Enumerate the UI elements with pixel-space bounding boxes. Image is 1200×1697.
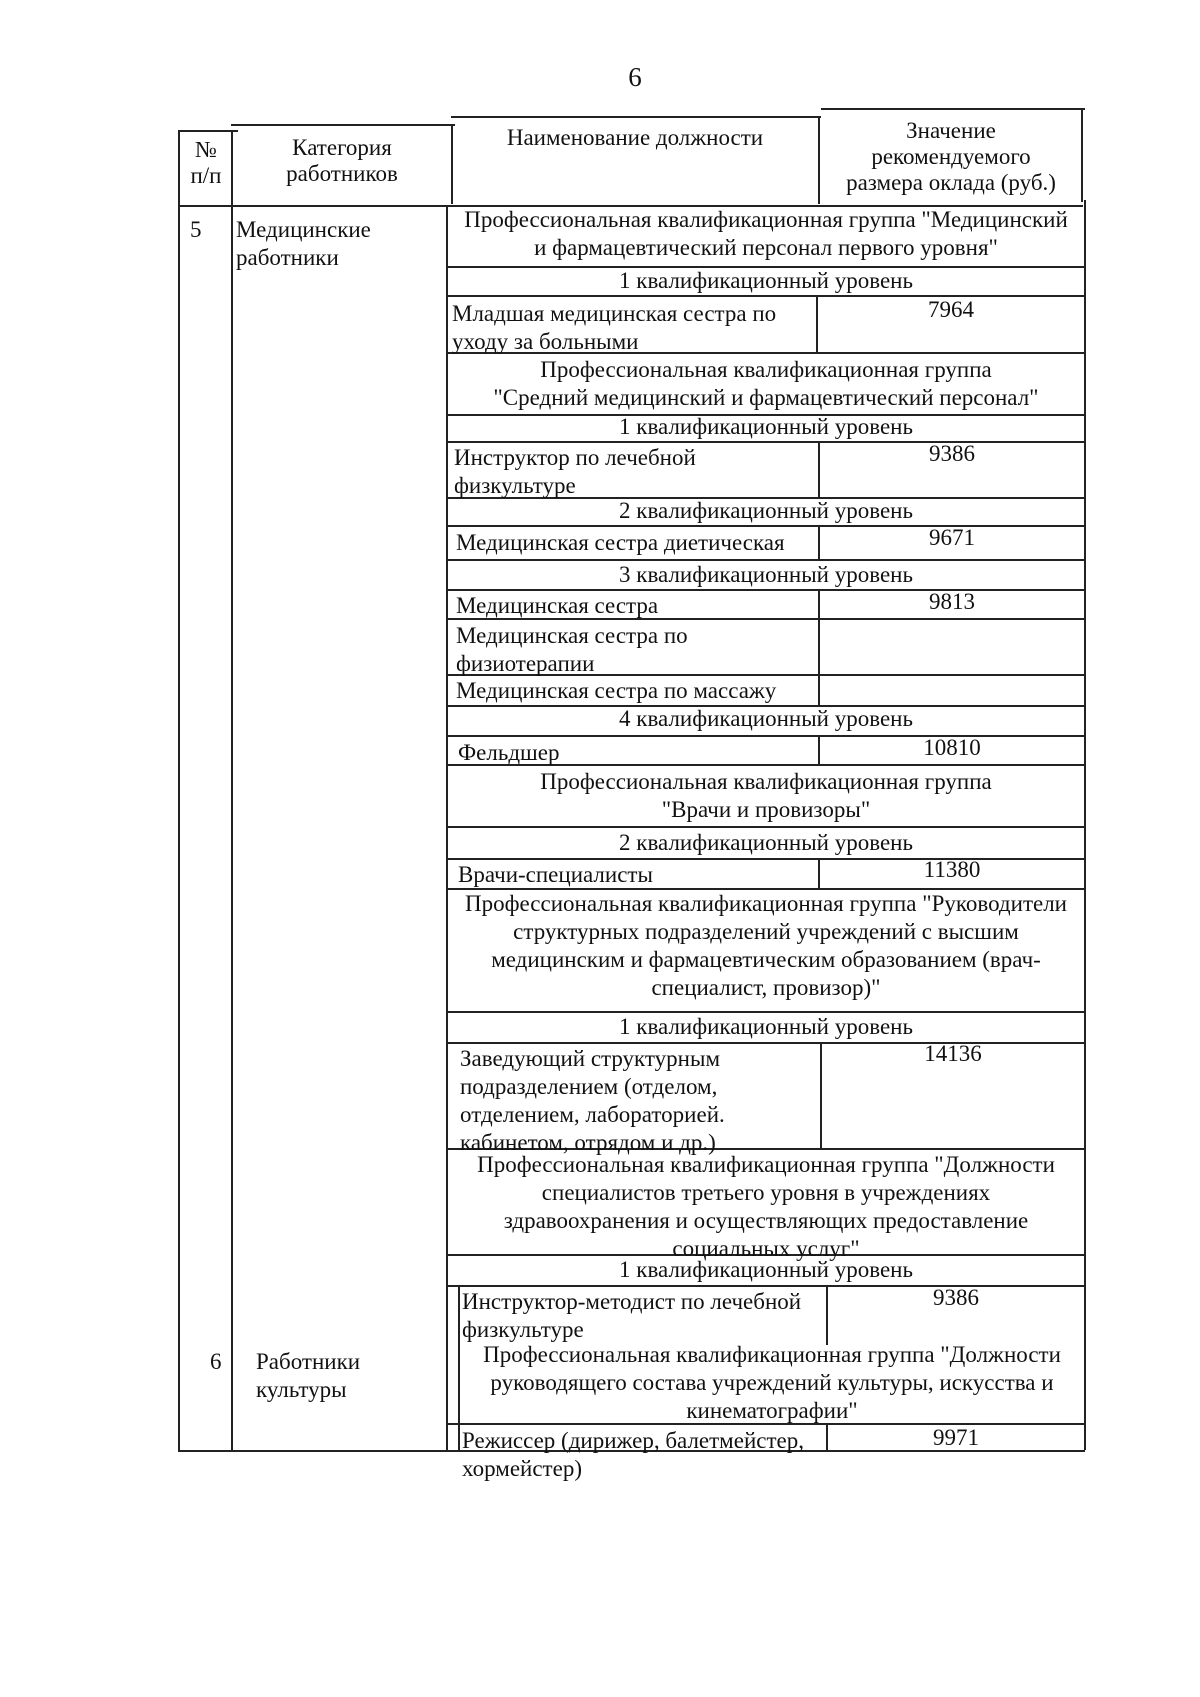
qualification-level: 2 квалификационный уровень — [619, 830, 913, 855]
position-name: Медицинская сестра диетическая — [456, 530, 785, 555]
row6-category: Работники культуры — [256, 1349, 361, 1402]
position-name: Инструктор по лечебной физкультуре — [454, 445, 696, 498]
qualification-level: 3 квалификационный уровень — [619, 562, 913, 587]
salary-value: 14136 — [924, 1041, 982, 1066]
salary-value: 9971 — [933, 1425, 979, 1450]
qualification-level: 1 квалификационный уровень — [619, 268, 913, 293]
position-name: Медицинская сестра — [456, 593, 659, 618]
row5-num: 5 — [190, 217, 202, 242]
position-name: Врачи-специалисты — [458, 862, 653, 887]
qualification-level: 1 квалификационный уровень — [619, 1257, 913, 1282]
group-title: Профессиональная квалификационная группа "Средний медицинский и фармацевтический персонал" — [493, 357, 1039, 410]
header-position: Наименование должности — [506, 125, 764, 150]
salary-value: 10810 — [923, 735, 981, 760]
row6-num: 6 — [210, 1349, 222, 1374]
group-title: Профессиональная квалификационная группа "Должности специалистов третьего уровня в учреждениях здравоохранения и осуществляющих предоставление социальных услуг" — [477, 1152, 1055, 1261]
group-title: Профессиональная квалификационная группа "Должности руководящего состава учреждений культуры, искусства и кинематографии" — [483, 1342, 1061, 1423]
header-salary: Значение рекомендуемого размера оклада (руб.) — [846, 118, 1056, 195]
group-title: Профессиональная квалификационная группа "Врачи и провизоры" — [540, 769, 992, 822]
salary-value: 11380 — [923, 857, 981, 882]
salary-value: 9671 — [929, 525, 975, 550]
position-name: Заведующий структурным подразделением (отделом, отделением, лабораторией. кабинетом, отрядом и др.) — [460, 1046, 725, 1155]
qualification-level: 1 квалификационный уровень — [619, 1014, 913, 1039]
salary-value: 9386 — [929, 441, 975, 466]
salary-value: 7964 — [928, 297, 974, 322]
header-num: № п/п — [190, 137, 222, 188]
page-number: 6 — [628, 62, 642, 92]
group-title: Профессиональная квалификационная группа "Руководители структурных подразделений учреждений с высшим медицинским и фармацевтическим образованием (врач- специалист, провизор)" — [465, 891, 1067, 1000]
position-name: Младшая медицинская сестра по уходу за больными — [452, 301, 777, 354]
position-name: Фельдшер — [458, 740, 560, 765]
header-category: Категория работников — [286, 135, 398, 186]
position-name: Инструктор-методист по лечебной физкультуре — [462, 1289, 802, 1342]
qualification-level: 1 квалификационный уровень — [619, 414, 913, 439]
salary-value: 9813 — [929, 589, 975, 614]
row5-category: Медицинские работники — [236, 217, 371, 270]
qualification-level: 2 квалификационный уровень — [619, 498, 913, 523]
position-name: Медицинская сестра по массажу — [456, 678, 777, 703]
qualification-level: 4 квалификационный уровень — [619, 706, 913, 731]
position-name: Режиссер (дирижер, балетмейстер, хормейстер) — [462, 1428, 804, 1481]
salary-value: 9386 — [933, 1285, 979, 1310]
position-name: Медицинская сестра по физиотерапии — [456, 623, 688, 676]
group-title: Профессиональная квалификационная группа "Медицинский и фармацевтический персонал первого уровня" — [464, 207, 1068, 260]
